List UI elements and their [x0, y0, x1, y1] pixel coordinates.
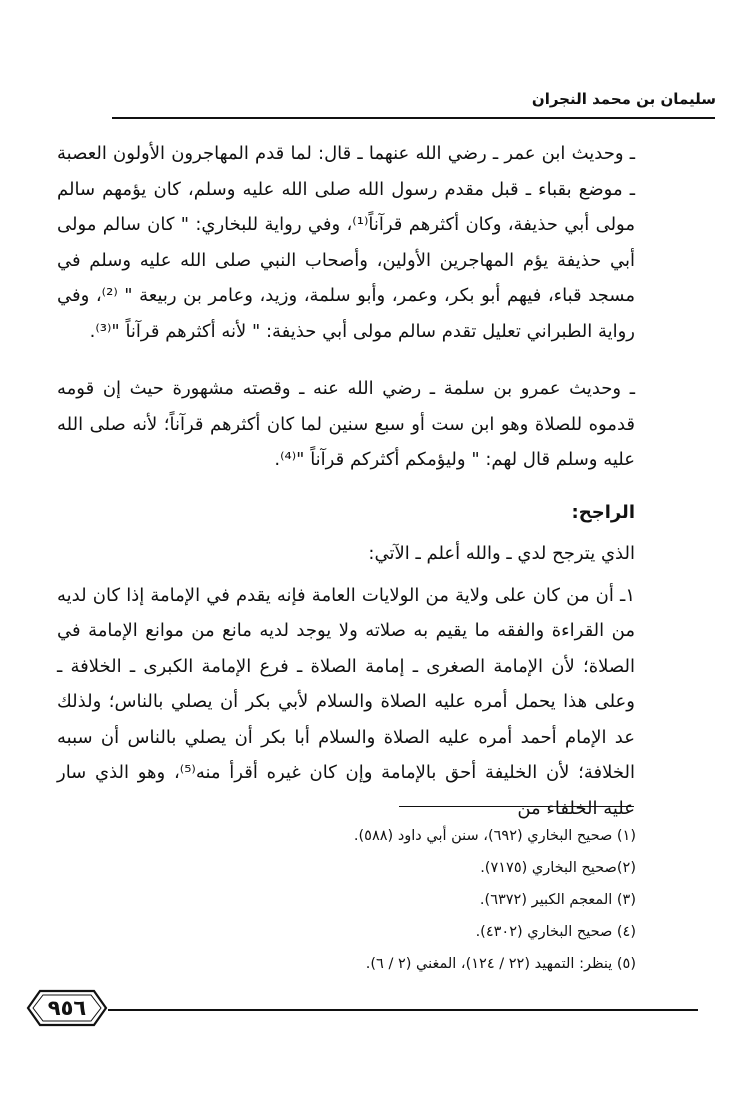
footnote-item: (٣) المعجم الكبير (٦٣٧٢). — [479, 892, 636, 908]
footnote-divider — [399, 806, 634, 807]
running-head-title: سليمان بن محمد النجران — [531, 90, 716, 108]
page-number: ٩٥٦ — [47, 996, 87, 1020]
footer-divider — [108, 1009, 698, 1011]
footnotes — [100, 820, 636, 980]
paragraph-intro: الذي يترجح لدي ـ والله أعلم ـ الآتي: — [368, 543, 635, 564]
paragraph-hadith-ibn-umar: ـ وحديث ابن عمر ـ رضي الله عنهما ـ قال: لما قدم المهاجرون الأولون العصبة ـ موضع بقباء ـ قبل مقدم رسول الله صلى الله عليه وسلم، كان يؤمهم سالم مولى أبي حذيفة، وكان أكثرهم قرآناً⁽¹⁾، وفي رواية للبخاري: " كان سالم مولى أبي حذيفة يؤم المهاجرين الأولين، وأصحاب النبي صلى الله عليه وسلم في مسجد قباء، فيهم أبو بكر، وعمر، وأبو سلمة، وزيد، وعامر بن ربيعة " ⁽²⁾، وفي رواية الطبراني تعليل تقدم سالم مولى أبي حذيفة: " لأنه أكثرهم قرآناً "⁽³⁾. — [57, 143, 635, 342]
main-text — [57, 136, 635, 826]
header-divider — [112, 117, 715, 119]
footnote-item: (٥) ينظر: التمهيد (٢٢ / ١٢٤)، المغني (٢ / ٦). — [365, 956, 636, 972]
footnote-item: (٢)صحيح البخاري (٧١٧٥). — [480, 860, 636, 876]
footnote-item: (١) صحيح البخاري (٦٩٢)، سنن أبي داود (٥٨٨). — [353, 828, 636, 844]
page-number-badge — [26, 986, 108, 1030]
section-heading: الراجح: — [571, 501, 635, 523]
paragraph-hadith-amr-bin-salama: ـ وحديث عمرو بن سلمة ـ رضي الله عنه ـ وقصته مشهورة حيث إن قومه قدموه للصلاة وهو ابن ست أو سبع سنين لما كان أكثرهم قرآناً؛ لأنه صلى الله عليه وسلم قال لهم: " وليؤمكم أكثركم قرآناً "⁽⁴⁾. — [57, 378, 635, 470]
paragraph-point-one: ١ـ أن من كان على ولاية من الولايات العامة فإنه يقدم في الإمامة إذا كان لديه من القراءة والفقه ما يقيم به صلاته ولا يوجد لديه مانع من موانع الإمامة في الصلاة؛ لأن الإمامة الصغرى ـ إمامة الصلاة ـ فرع الإمامة الكبرى ـ الخلافة ـ وعلى هذا يحمل أمره عليه الصلاة والسلام لأبي بكر أن يصلي بالناس؛ ولذلك عد الإمام أحمد أمره عليه الصلاة والسلام أبا بكر أن يصلي بالناس أن سببه الخلافة؛ لأن الخليفة أحق بالإمامة وإن كان غيره أقرأ منه⁽⁵⁾، وهو الذي سار عليه الخلفاء من — [57, 584, 635, 819]
footnote-item: (٤) صحيح البخاري (٤٣٠٢). — [475, 924, 636, 940]
